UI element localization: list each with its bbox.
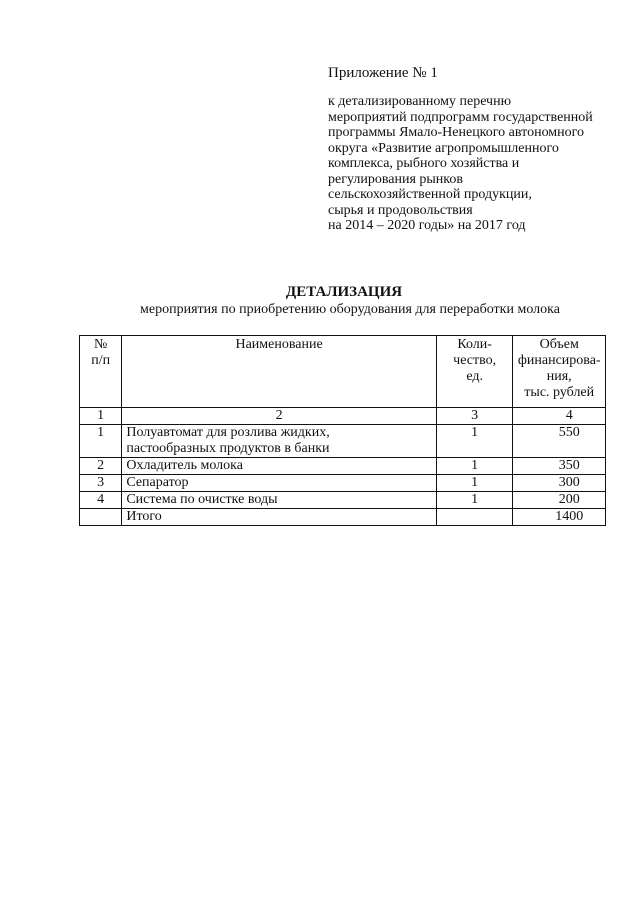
row-qty: 1 xyxy=(436,475,513,492)
row-num: 1 xyxy=(80,425,122,458)
row-sum-value: 350 xyxy=(558,458,580,473)
column-number: 1 xyxy=(80,408,122,425)
column-number: 2 xyxy=(122,408,437,425)
header-sum-line: тыс. рублей xyxy=(524,385,595,400)
total-sum xyxy=(513,509,606,526)
header-qty xyxy=(436,336,513,408)
column-number-value: 4 xyxy=(565,408,573,423)
row-sum xyxy=(513,458,606,475)
appendix-line: на 2014 – 2020 годы» на 2017 год xyxy=(328,218,526,233)
row-name xyxy=(122,425,437,458)
header-qty-line: Коли- xyxy=(457,337,492,352)
appendix-line: регулирования рынков xyxy=(328,171,463,187)
total-qty xyxy=(436,509,513,526)
column-number: 3 xyxy=(436,408,513,425)
document-heading xyxy=(0,283,640,319)
appendix-line: сырья и продовольствия xyxy=(328,202,473,218)
detail-table xyxy=(79,335,606,526)
row-name: Система по очистке воды xyxy=(122,492,437,509)
total-sum-value: 1400 xyxy=(555,509,584,524)
header-name xyxy=(122,336,437,408)
appendix-block xyxy=(328,64,628,234)
header-qty-line: чество, xyxy=(453,353,497,368)
row-name-line: Полуавтомат для розлива жидких, xyxy=(126,425,330,440)
row-name: Сепаратор xyxy=(122,475,437,492)
table-row xyxy=(80,492,606,509)
appendix-line: округа «Развитие агропромышленного xyxy=(328,140,559,156)
table-row xyxy=(80,475,606,492)
header-sum-line: Объем xyxy=(539,337,579,352)
header-qty-line: ед. xyxy=(466,369,483,384)
document-title: ДЕТАЛИЗАЦИЯ xyxy=(285,284,403,300)
header-sum xyxy=(513,336,606,408)
row-sum-value: 200 xyxy=(558,492,580,507)
header-sum-line: финансирова- xyxy=(517,353,601,368)
appendix-line: сельскохозяйственной продукции, xyxy=(328,187,532,202)
row-sum xyxy=(513,475,606,492)
row-sum xyxy=(513,425,606,458)
appendix-title: Приложение № 1 xyxy=(328,65,438,81)
column-number xyxy=(513,408,606,425)
appendix-line: мероприятий подпрограмм государственной xyxy=(328,109,593,125)
row-num: 2 xyxy=(80,458,122,475)
header-name-line: Наименование xyxy=(235,337,323,352)
appendix-line: к детализированному перечню xyxy=(328,94,512,109)
total-label: Итого xyxy=(122,509,437,526)
row-name: Охладитель молока xyxy=(122,458,437,475)
appendix-line: программы Ямало-Ненецкого автономного xyxy=(328,125,585,140)
total-row xyxy=(80,509,606,526)
row-sum xyxy=(513,492,606,509)
row-name-line: пастообразных продуктов в банки xyxy=(126,441,330,456)
header-num-line: № xyxy=(93,337,108,352)
table-row xyxy=(80,425,606,458)
row-qty: 1 xyxy=(436,492,513,509)
header-num-line: п/п xyxy=(91,353,111,368)
row-qty: 1 xyxy=(436,458,513,475)
table-row xyxy=(80,458,606,475)
row-qty: 1 xyxy=(436,425,513,458)
row-sum-value: 550 xyxy=(558,425,580,440)
table-header-row xyxy=(80,336,606,408)
appendix-line: комплекса, рыбного хозяйства и xyxy=(328,156,520,171)
row-sum-value: 300 xyxy=(558,475,580,490)
column-numbering-row xyxy=(80,408,606,425)
document-subtitle: мероприятия по приобретению оборудования для переработки молока xyxy=(140,302,560,317)
row-num: 3 xyxy=(80,475,122,492)
header-sum-line: ния, xyxy=(546,369,572,384)
header-num xyxy=(80,336,122,408)
row-num: 4 xyxy=(80,492,122,509)
total-num xyxy=(80,509,122,526)
